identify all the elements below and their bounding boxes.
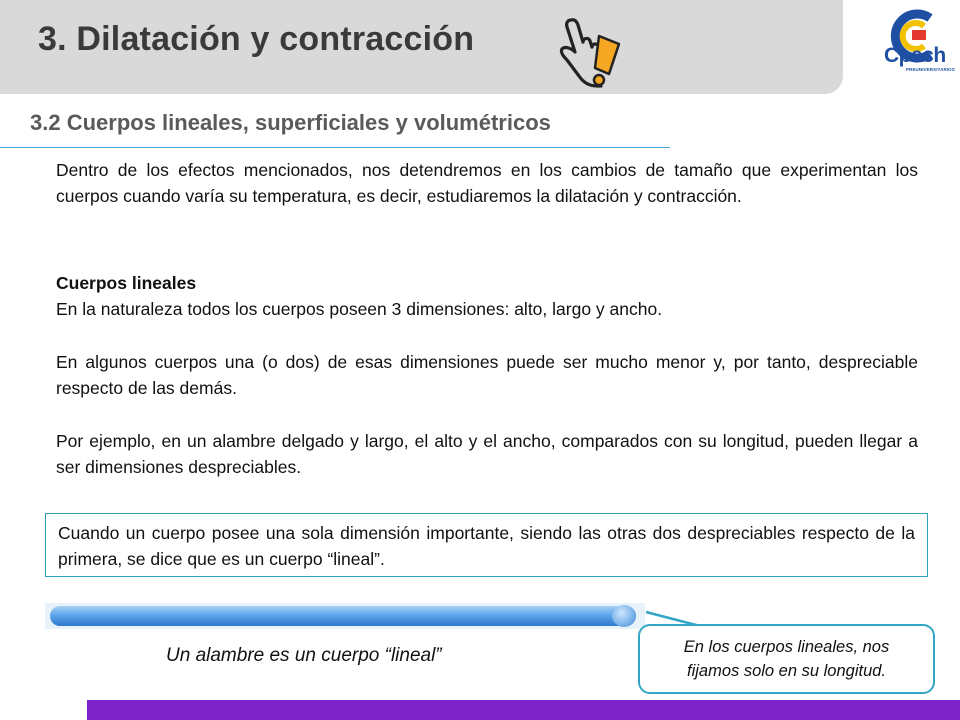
section-subtitle: 3.2 Cuerpos lineales, superficiales y volumétricos bbox=[30, 110, 551, 135]
logo-text: Cpech bbox=[884, 44, 946, 67]
wire-illustration bbox=[50, 606, 636, 626]
hand-pointer-warning-icon bbox=[553, 14, 625, 94]
callout-line-1: En los cuerpos lineales, nos bbox=[683, 638, 890, 656]
footer-bar bbox=[87, 700, 960, 720]
wire-caption: Un alambre es un cuerpo “lineal” bbox=[166, 645, 442, 666]
logo-subtext: PREUNIVERSITARIOS bbox=[906, 67, 955, 72]
wire-end-cap bbox=[612, 605, 636, 627]
subtitle-divider bbox=[0, 147, 670, 148]
dimensions-paragraph: En la naturaleza todos los cuerpos poseen 3 dimensiones: alto, largo y ancho. bbox=[56, 299, 663, 319]
callout-bubble bbox=[638, 624, 935, 694]
title-bar bbox=[0, 0, 843, 94]
intro-paragraph: Dentro de los efectos mencionados, nos detendremos en los cambios de tamaño que experimentan los cuerpos cuando varía su temperatura, es decir, estudiaremos la dilatación y contracción. bbox=[56, 160, 918, 206]
linear-bodies-heading: Cuerpos lineales bbox=[56, 273, 197, 293]
page-title: 3. Dilatación y contracción bbox=[38, 20, 475, 58]
negligible-paragraph: En algunos cuerpos una (o dos) de esas dimensiones puede ser mucho menor y, por tanto, despreciable respecto de las demás. bbox=[56, 352, 918, 398]
callout-line-2: fijamos solo en su longitud. bbox=[686, 662, 887, 680]
definition-box: Cuando un cuerpo posee una sola dimensión importante, siendo las otras dos despreciables respecto de la primera, se dice que es un cuerpo “lineal”. bbox=[45, 513, 928, 577]
example-paragraph: Por ejemplo, en un alambre delgado y largo, el alto y el ancho, comparados con su longitud, pueden llegar a ser dimensiones despreciables. bbox=[56, 431, 918, 477]
